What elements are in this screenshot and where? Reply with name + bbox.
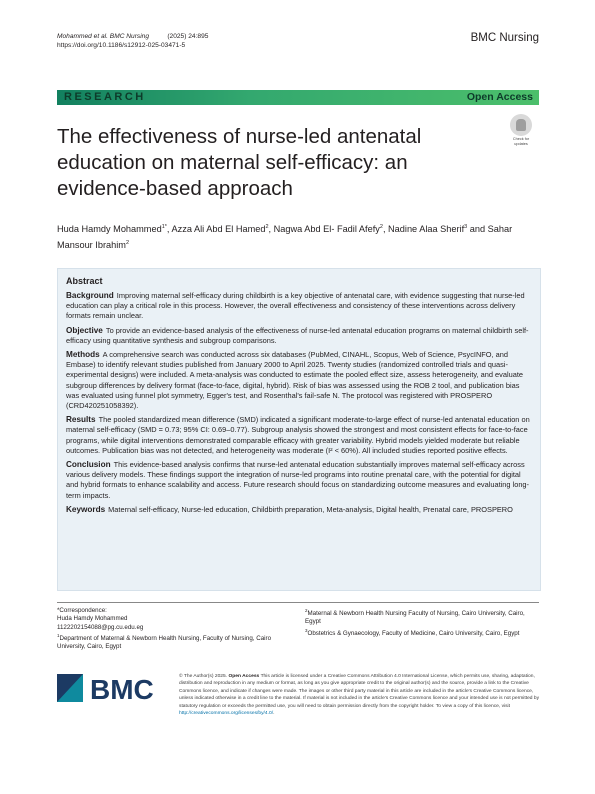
open-access-label: Open Access [466, 91, 533, 103]
license-notice: © The Author(s) 2025. Open Access This article is licensed under a Creative Commons Attribution 4.0 International License, which permits use, sharing, adaptation, distribution and reproduction in any medium or format, as long as you give appropriate credit to the original author(s) and the source, provide a link to the Creative Commons licence, and indicate if changes were made. The images or other third party material in this article are included in the article's Creative Commons licence, unless indicated otherwise in a credit line to the material. If material is not included in the article's Creative Commons licence and your intended use is not permitted by statutory regulation or exceeds the permitted use, you will need to obtain permission directly from the copyright holder. To view a copy of this licence, visit http://creativecommons.org/licenses/by/4.0/. [179, 674, 540, 717]
citation-authors: Mohammed et al. [57, 33, 108, 40]
doi-link[interactable]: https://doi.org/10.1186/s12912-025-03471-5 [57, 41, 186, 49]
affiliation-footnotes [305, 607, 539, 638]
author: Azza Ali Abd El Hamed$^2$, [171, 224, 274, 235]
abstract-background: Background Improving maternal self-efficacy during childbirth is a key objective of antenatal care, with evidence suggesting that nurse-led education can play a critical role in this process. However, the overall effectiveness and consistency of these interventions across delivery formats remain unclear. [66, 291, 525, 321]
affiliation-2: $^2$Maternal & Newborn Health Nursing Faculty of Nursing, Cairo University, Cairo, Egypt [305, 608, 525, 626]
license-link[interactable]: http://creativecommons.org/licenses/by/4.0/ [179, 711, 274, 717]
affiliation-1: $^1$Department of Maternal & Newborn Health Nursing, Faculty of Nursing, Cairo University, Cairo, Egypt [57, 632, 272, 651]
abstract-methods: Methods A comprehensive search was conducted across six databases (PubMed, CINAHL, Scopus, Web of Science, PsycINFO, and Embase) to identify relevant studies published from January 2000 to April 2025. Twenty studies (randomized controlled trials and quasi-experimental designs) were included. A meta-analysis was conducted to estimate the pooled effect size, assess heterogeneity, and evaluate subgroup differences by delivery format (face-to-face, digital, hybrid). Risk of bias was assessed using the ROB 2 tool, and publication bias was evaluated using funnel plot symmetry, Egger's test, and Rosenthal's fail-safe N. The protocol was registered with PROSPERO (CRD420251058392). [66, 350, 523, 411]
abstract-results: Results The pooled standardized mean difference (SMD) indicated a significant moderate-to-large effect of nurse-led antenatal education on maternal self-efficacy (SMD = 0.73; 95% CI: 0.69–0.77). Subgroup analysis showed the strongest and most consistent effects for face-to-face programs, while digital interventions demonstrated comparable efficacy with greater variability. Hybrid models yielded moderate but reliable outcomes. Publication bias was not detected, and heterogeneity was moderate (I² < 60%). All included studies reported positive effects. [66, 415, 530, 455]
bmc-logo [57, 672, 167, 704]
check-for-updates-badge[interactable] [508, 114, 534, 144]
badge-text: Check for updates [512, 137, 530, 146]
affiliation-3: $^3$Obstetrics & Gynaecology, Faculty of Medicine, Cairo University, Cairo, Egypt [305, 627, 520, 637]
citation-header [57, 33, 208, 50]
footnote-divider [57, 602, 539, 603]
citation-volume: (2025) 24:895 [167, 33, 209, 40]
article-type-label: RESEARCH [64, 91, 146, 103]
abstract-keywords: Keywords Maternal self-efficacy, Nurse-led education, Childbirth preparation, Meta-analysis, Digital health, Prenatal care, PROSPERO [66, 504, 513, 514]
bookmark-icon [510, 114, 532, 136]
author-list [57, 220, 537, 252]
article-title: The effectiveness of nurse-led antenatal education on maternal self-efficacy: an evidence-based approach [57, 125, 422, 200]
article-type-banner [57, 90, 539, 105]
correspondence-email[interactable]: 1122202154088@pg.cu.edu.eg [57, 623, 144, 631]
abstract-conclusion: Conclusion This evidence-based analysis confirms that nurse-led antenatal education substantially improves maternal self-efficacy across various delivery models. These findings support the integration of nurse-led programs into routine prenatal care, with the potential for digital and hybrid formats to enhance scalability and access. Future research should focus on standardizing outcome measures and evaluating long-term impacts. [66, 460, 530, 500]
abstract-heading: Abstract [66, 276, 103, 286]
citation-journal: BMC Nursing [109, 33, 150, 40]
bmc-logo-text: BMC [90, 674, 154, 704]
abstract-objective: Objective To provide an evidence-based analysis of the effectiveness of nurse-led antenatal education programs on maternal childbirth self-efficacy using quantitative synthesis and subgroup comparisons. [66, 325, 529, 345]
author: Huda Hamdy Mohammed$^{1*}$, [57, 224, 172, 235]
correspondence-footnote: *Correspondence: Huda Hamdy Mohammed 1122202154088@pg.cu.edu.eg $^1$Department of Maternal & Newborn Health Nursing, Faculty of Nursing, Cairo University, Cairo, Egypt [57, 607, 277, 652]
author: Nagwa Abd El- Fadil Afefy$^2$, [273, 224, 389, 235]
abstract-box [57, 268, 541, 591]
journal-name: BMC Nursing [470, 32, 539, 44]
author: Sahar Mansour Ibrahim$^2$ [57, 224, 513, 251]
author: Nadine Alaa Sherif$^3$ and [388, 224, 488, 235]
